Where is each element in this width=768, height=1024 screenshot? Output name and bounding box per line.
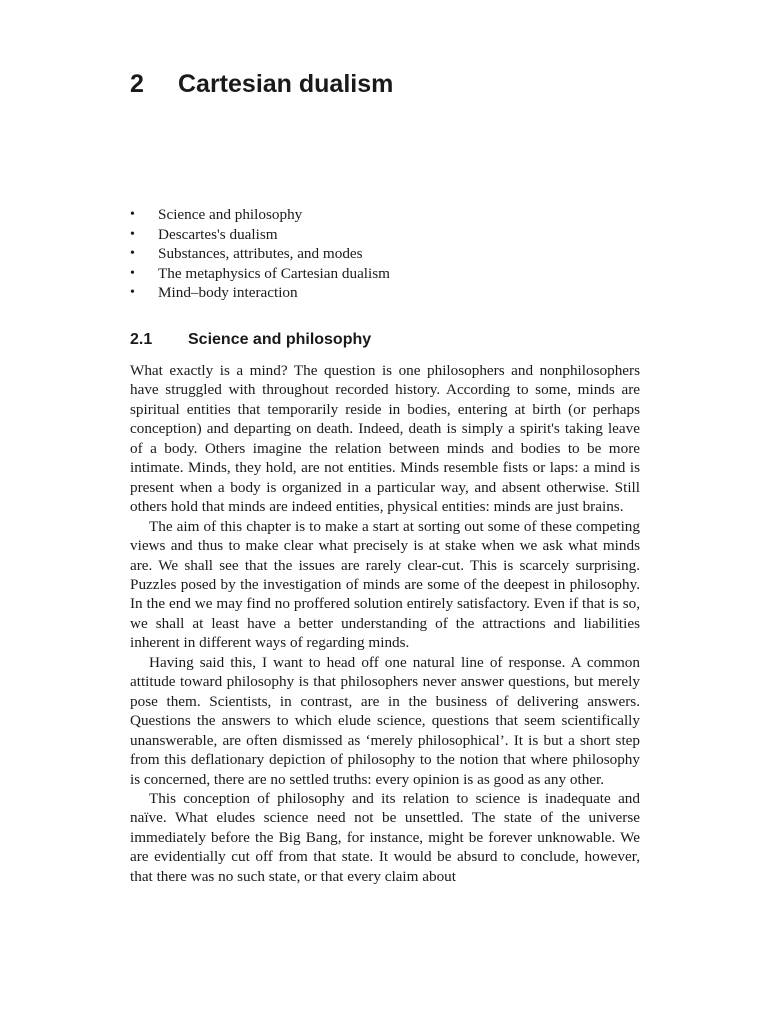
paragraph: The aim of this chapter is to make a start at sorting out some of these competing views and thus to make clear what precisely is at stake when we ask what minds are. We shall see that the issues are rarely clear-cut. This is scarcely surprising. Puzzles posed by the investigation of minds are some of the deepest in philosophy. In the end we may find no proffered solution entirely satisfactory. Even if that is so, we shall at least have a better understanding of the attractions and liabilities inherent in different ways of regarding minds. <box>130 517 640 652</box>
section-heading <box>130 329 371 351</box>
bullet-icon: • <box>130 265 135 281</box>
bullet-icon: • <box>130 285 135 300</box>
section-number: 2.1 <box>130 331 153 348</box>
contents-item-label: Substances, attributes, and modes <box>158 245 363 262</box>
contents-item <box>130 264 550 284</box>
contents-item <box>130 225 550 245</box>
bullet-icon: • <box>130 246 135 261</box>
bullet-icon: • <box>130 226 135 242</box>
contents-item <box>130 283 550 303</box>
paragraph: What exactly is a mind? The question is one philosophers and nonphilosophers have struggled with throughout recorded history. According to some, minds are spiritual entities that temporarily reside in bodies, entering at birth (or perhaps conception) and departing on death. Indeed, death is simply a spirit's taking leave of a body. Others imagine the relation between minds and bodies to be more intimate. Minds, they hold, are not entities. Minds resemble fists or laps: a mind is present when a body is organized in a particular way, and absent otherwise. Still others hold that minds are indeed entities, physical entities: minds are just brains. <box>130 362 640 516</box>
contents-item-label: The metaphysics of Cartesian dualism <box>158 264 390 282</box>
chapter-contents-list <box>130 205 550 303</box>
paragraph: Having said this, I want to head off one natural line of response. A common attitude toward philosophy is that philosophers never answer questions, but merely pose them. Scientists, in contrast, are in the business of delivering answers. Questions the answers to which elude science, questions that seem scientifically unanswerable, are often dismissed as ‘merely philosophical’. It is but a short step from this deflationary depiction of philosophy to the notion that where philosophy is concerned, there are no settled truths: every opinion is as good as any other. <box>130 653 640 788</box>
section-title: Science and philosophy <box>188 331 372 348</box>
paragraph: This conception of philosophy and its relation to science is inadequate and naïve. What eludes science need not be unsettled. The state of the universe immediately before the Big Bang, for instance, might be forever unknowable. We are evidentially cut off from that state. It would be absurd to conclude, however, that there was no such state, or that every claim about <box>130 789 640 885</box>
contents-item <box>130 205 550 225</box>
chapter-number: 2 <box>130 70 144 98</box>
bullet-icon: • <box>130 207 135 222</box>
contents-item-label: Mind–body interaction <box>158 284 298 301</box>
contents-item-label: Descartes's dualism <box>158 225 278 243</box>
contents-item <box>130 244 550 264</box>
chapter-title-text: Cartesian dualism <box>178 70 394 98</box>
body-text <box>130 361 640 886</box>
contents-item-label: Science and philosophy <box>158 206 303 223</box>
chapter-title <box>130 64 393 104</box>
